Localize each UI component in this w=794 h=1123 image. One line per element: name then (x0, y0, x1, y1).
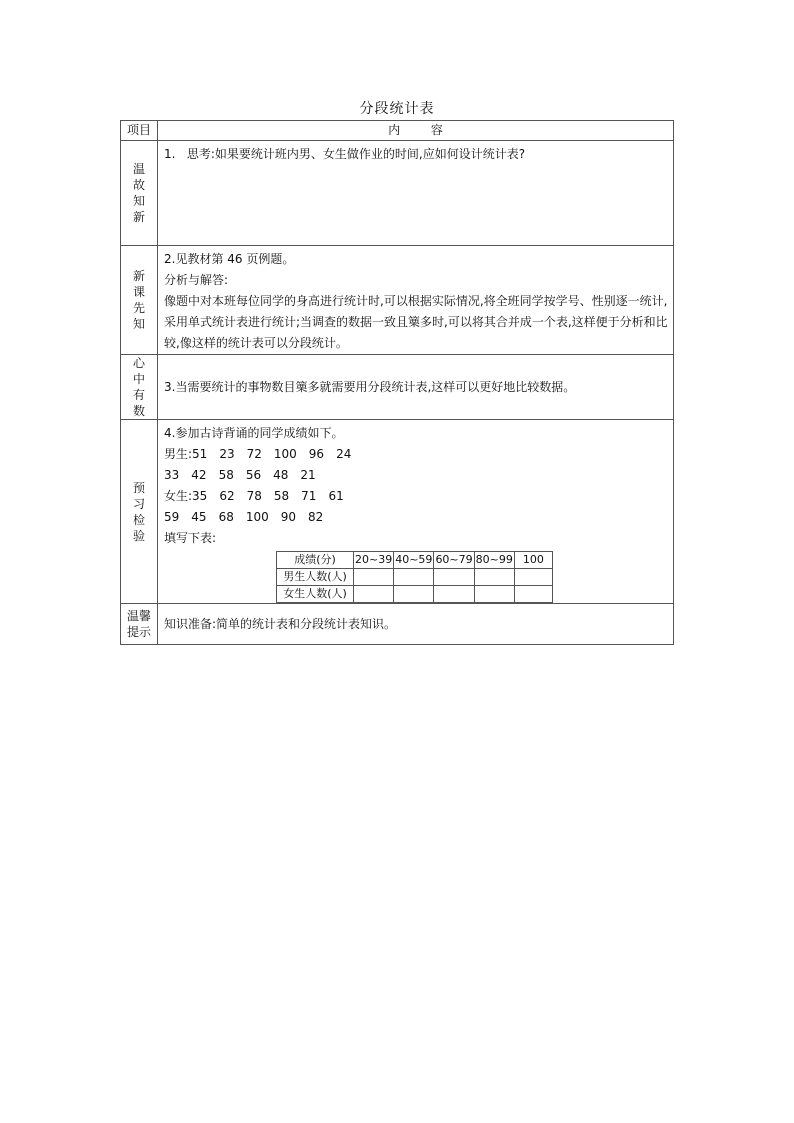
score: 68 (218, 510, 234, 524)
score: 72 (246, 447, 262, 461)
question-4: 4.参加古诗背诵的同学成绩如下。 (164, 426, 344, 440)
fill-table-cell[interactable] (354, 586, 394, 603)
girls-scores-row-2 (164, 507, 673, 528)
score: 33 (164, 468, 180, 482)
score: 96 (308, 447, 325, 461)
score: 61 (328, 489, 344, 503)
section-label (121, 141, 158, 246)
girls-label: 女生: (164, 489, 193, 503)
section-preview-check (121, 420, 674, 604)
analysis-text: 像题中对本班每位同学的身高进行统计时,可以根据实际情况,将全班同学按学号、性别逐一统计,采用单式统计表进行统计;当调查的数据一致且篥多时,可以将其合并成一个表,这样便于分析和比较,像这样的统计表可以分段统计。 (164, 294, 668, 350)
score: 45 (191, 510, 207, 524)
section-content (158, 420, 674, 604)
section-key-points (121, 355, 674, 420)
fill-table-cell[interactable] (474, 569, 514, 586)
section-label-text: 心中有数 (132, 356, 145, 418)
lesson-table (120, 120, 674, 645)
fill-table-row-label: 男生人数(人) (277, 569, 354, 586)
fill-table-col: 40~59 (394, 552, 434, 569)
boys-label: 男生: (164, 447, 193, 461)
fill-table-row-boys (277, 569, 553, 586)
fill-table-header-label: 成绩(分) (277, 552, 354, 569)
fill-table-cell[interactable] (474, 586, 514, 603)
score: 100 (273, 447, 297, 461)
section-label (121, 355, 158, 420)
fill-table-header (277, 552, 553, 569)
score: 56 (245, 468, 262, 482)
score-fill-table (276, 551, 553, 603)
section-content (158, 246, 674, 355)
score: 51 (192, 447, 208, 461)
fill-table-cell[interactable] (394, 586, 434, 603)
score: 82 (308, 510, 324, 524)
fill-table-cell[interactable] (514, 586, 552, 603)
fill-table-col: 100 (514, 552, 552, 569)
fill-table-col: 80~99 (474, 552, 514, 569)
fill-table-cell[interactable] (354, 569, 394, 586)
section-label (121, 246, 158, 355)
score: 62 (219, 489, 235, 503)
section-label-text: 预习检验 (132, 480, 145, 543)
fill-table-cell[interactable] (434, 586, 474, 603)
question-1: 1. 思考:如果要统计班内男、女生做作业的时间,应如何设计统计表? (164, 147, 526, 161)
section-review (121, 141, 674, 246)
section-label (121, 604, 158, 645)
document-title: 分段统计表 (359, 101, 435, 117)
question-2: 2.见教材第 46 页例题。 (164, 252, 295, 266)
section-label-text: 新课先知 (132, 269, 145, 331)
score: 58 (273, 489, 290, 503)
girls-scores-row-1 (164, 486, 673, 507)
header-project: 项目 (121, 121, 158, 141)
score: 42 (191, 468, 207, 482)
score: 100 (245, 510, 269, 524)
fill-table-cell[interactable] (514, 569, 552, 586)
score: 59 (164, 510, 180, 524)
section-content (158, 141, 674, 246)
section-label (121, 420, 158, 604)
score: 78 (246, 489, 262, 503)
score: 71 (301, 489, 317, 503)
score: 21 (300, 468, 316, 482)
score: 24 (336, 447, 352, 461)
score: 90 (280, 510, 297, 524)
score: 48 (273, 468, 289, 482)
fill-instruction: 填写下表: (164, 531, 217, 545)
fill-table-cell[interactable] (394, 569, 434, 586)
fill-table-col: 60~79 (434, 552, 474, 569)
fill-table-cell[interactable] (434, 569, 474, 586)
analysis-heading: 分析与解答: (164, 273, 229, 287)
section-tips (121, 604, 674, 645)
tip-text: 知识准备:简单的统计表和分段统计表知识。 (164, 616, 397, 631)
boys-scores-row-2 (164, 465, 673, 486)
section-new-lesson (121, 246, 674, 355)
fill-table-row-label: 女生人数(人) (277, 586, 354, 603)
section-label-text: 温馨提示 (126, 609, 151, 639)
section-content (158, 355, 674, 420)
section-label-text: 温故知新 (132, 162, 145, 224)
section-content (158, 604, 674, 645)
table-header-row (121, 121, 674, 141)
fill-table-row-girls (277, 586, 553, 603)
score: 23 (219, 447, 235, 461)
score: 35 (192, 489, 208, 503)
question-3: 3.当需要统计的事物数目篥多就需要用分段统计表,这样可以更好地比较数据。 (164, 379, 576, 394)
boys-scores-row-1 (164, 444, 673, 465)
fill-table-col: 20~39 (354, 552, 394, 569)
score: 58 (218, 468, 234, 482)
header-content: 内 容 (158, 121, 674, 141)
